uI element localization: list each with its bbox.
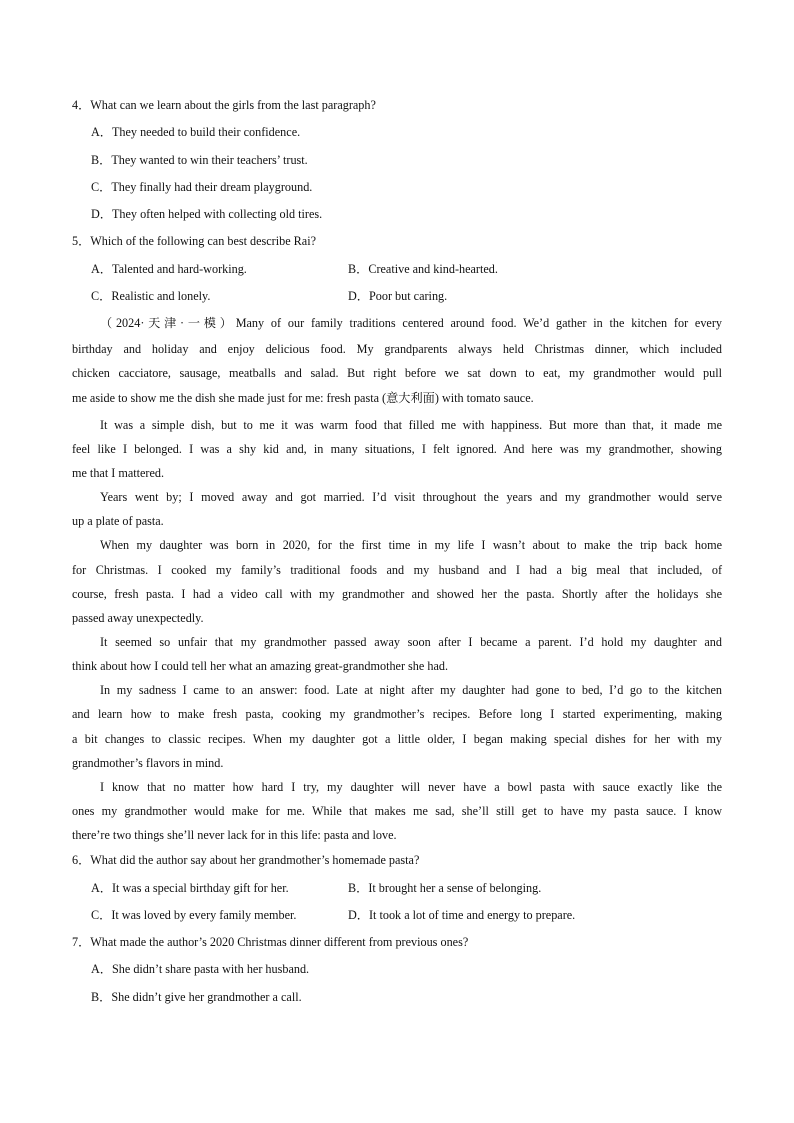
passage-line: passed away unexpectedly. — [72, 611, 204, 625]
question-4-option-b: B．They wanted to win their teachers’ trust. — [91, 153, 308, 167]
question-5-stem: 5．Which of the following can best describe Rai? — [72, 234, 317, 248]
question-4-option-d: D．They often helped with collecting old tires. — [91, 207, 323, 221]
passage-line: and learn how to make fresh pasta, cooking my grandmother’s recipes. Before long I started experimenting, making — [72, 707, 722, 721]
question-7-option-a: A．She didn’t share pasta with her husband. — [91, 962, 310, 976]
passage-line: me aside to show me the dish she made just for me: fresh pasta (意大利面) with tomato sauce. — [72, 391, 534, 405]
passage-line: a bit changes to classic recipes. When my daughter got a little older, I began making special dishes for her with my — [72, 732, 722, 746]
question-6-option-b: B．It brought her a sense of belonging. — [348, 881, 542, 895]
passage-line: Years went by; I moved away and got married. I’d visit throughout the years and my grandmother would serve — [100, 490, 722, 504]
question-5-option-a: A．Talented and hard-working. — [91, 262, 247, 276]
passage-line: me that I mattered. — [72, 466, 165, 480]
question-7-stem: 7．What made the author’s 2020 Christmas dinner different from previous ones? — [72, 935, 469, 949]
question-5-option-d: D．Poor but caring. — [348, 289, 448, 303]
question-6-option-d: D．It took a lot of time and energy to prepare. — [348, 908, 576, 922]
passage-line: I know that no matter how hard I try, my daughter will never have a bowl pasta with sauce exactly like the — [100, 780, 722, 794]
question-4-option-a: A．They needed to build their confidence. — [91, 125, 301, 139]
question-5-option-b: B．Creative and kind-hearted. — [348, 262, 498, 276]
question-6-option-a: A．It was a special birthday gift for her. — [91, 881, 289, 895]
passage-line: there’re two things she’ll never lack for in this life: pasta and love. — [72, 828, 397, 842]
passage-line: up a plate of pasta. — [72, 514, 164, 528]
question-6-option-c: C．It was loved by every family member. — [91, 908, 297, 922]
passage-line: chicken cacciatore, sausage, meatballs and salad. But right before we sat down to eat, my grandmother would pull — [72, 366, 722, 380]
question-7-option-b: B．She didn’t give her grandmother a call. — [91, 990, 302, 1004]
passage-line: feel like I belonged. I was a shy kid and, in many situations, I felt ignored. And here was my grandmother, showing — [72, 442, 722, 456]
passage-line: for Christmas. I cooked my family’s traditional foods and my husband and I had a big meal that included, of — [72, 563, 722, 577]
question-4-option-c: C．They finally had their dream playground. — [91, 180, 313, 194]
question-4-stem: 4．What can we learn about the girls from the last paragraph? — [72, 98, 376, 112]
passage-line: It was a simple dish, but to me it was warm food that filled me with happiness. But more than that, it made me — [100, 418, 722, 432]
question-6-stem: 6．What did the author say about her grandmother’s homemade pasta? — [72, 853, 420, 867]
passage-line: think about how I could tell her what an amazing great-grandmother she had. — [72, 659, 448, 673]
passage-line: course, fresh pasta. I had a video call with my grandmother and showed her the pasta. Shortly after the holidays she — [72, 587, 722, 601]
passage-line: grandmother’s flavors in mind. — [72, 756, 224, 770]
passage-line: When my daughter was born in 2020, for the first time in my life I wasn’t about to make the trip back home — [100, 538, 722, 552]
passage-line: It seemed so unfair that my grandmother passed away soon after I became a parent. I’d hold my daughter and — [100, 635, 722, 649]
passage-line: ones my grandmother would make for me. While that makes me sad, she’ll still get to have my pasta sauce. I know — [72, 804, 722, 818]
question-5-option-c: C．Realistic and lonely. — [91, 289, 211, 303]
passage-line: （2024·天津·一模）Many of our family traditions centered around food. We’d gather in the kitchen for every — [100, 316, 722, 330]
passage-line: In my sadness I came to an answer: food. Late at night after my daughter had gone to bed, I’d go to the kitchen — [100, 683, 722, 697]
passage-line: birthday and holiday and enjoy delicious food. My grandparents always held Christmas dinner, which included — [72, 342, 722, 356]
